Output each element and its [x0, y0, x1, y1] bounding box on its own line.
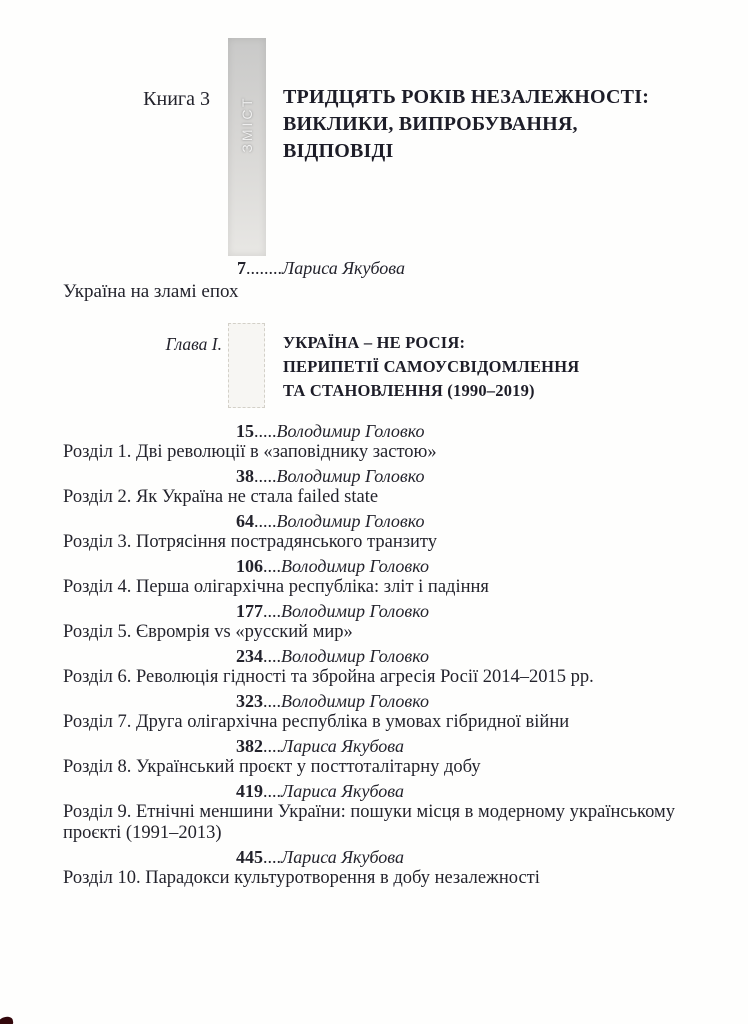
toc-entry: [0, 466, 748, 508]
entry-author: Лариса Якубова: [281, 781, 404, 801]
leader-dots: ....: [263, 736, 281, 756]
entry-page-number: 382: [236, 736, 263, 756]
part-title-line: УКРАЇНА – НЕ РОСІЯ:: [283, 333, 466, 352]
toc-entry: [0, 691, 748, 733]
entry-page-number: 15: [236, 421, 254, 441]
book-label: Книга 3: [143, 88, 210, 110]
leader-dots: .....: [254, 511, 277, 531]
entry-numline: [0, 847, 748, 868]
entry-numline: [0, 691, 748, 712]
entry-title: Розділ 4. Перша олігархічна республіка: зліт і падіння: [63, 577, 489, 597]
toc-entry: [0, 421, 748, 463]
toc-entry: [0, 781, 748, 844]
intro-entry-numline: [237, 258, 405, 279]
part-title-line: ТА СТАНОВЛЕННЯ (1990–2019): [283, 381, 535, 400]
entry-title: Розділ 7. Друга олігархічна республіка в умовах гібридної війни: [63, 712, 570, 732]
entry-numline: [0, 466, 748, 487]
entry-title: Розділ 8. Український проєкт у посттоталітарну добу: [63, 757, 481, 777]
intro-author: Лариса Якубова: [282, 258, 405, 278]
entry-numline: [0, 601, 748, 622]
leader-dots: ....: [263, 781, 281, 801]
leader-dots: ....: [263, 601, 281, 621]
entry-page-number: 445: [236, 847, 263, 867]
entry-author: Володимир Головко: [276, 466, 425, 486]
leader-dots: ........: [246, 258, 282, 278]
part-title-line: ПЕРИПЕТІЇ САМОУСВІДОМЛЕННЯ: [283, 357, 580, 376]
leader-dots: ....: [263, 847, 281, 867]
spine-bar: [228, 38, 266, 256]
entry-title: Розділ 1. Дві революції в «заповіднику застою»: [63, 442, 437, 462]
book-title: [283, 84, 723, 165]
entry-numline: [0, 511, 748, 532]
entry-title: Розділ 5. Євромрія vs «русский мир»: [63, 622, 353, 642]
entry-numline: [0, 646, 748, 667]
leader-dots: ....: [263, 691, 281, 711]
entry-author: Володимир Головко: [281, 646, 429, 666]
entry-numline: [0, 781, 748, 802]
entry-page-number: 419: [236, 781, 263, 801]
book-title-line: ТРИДЦЯТЬ РОКІВ НЕЗАЛЕЖНОСТІ:: [283, 86, 650, 108]
entry-numline: [0, 736, 748, 757]
spine-label: ЗМІСТ: [239, 95, 255, 153]
book-title-line: ВИКЛИКИ, ВИПРОБУВАННЯ,: [283, 113, 578, 135]
toc-entry: [0, 847, 748, 889]
entry-page-number: 38: [236, 466, 254, 486]
toc-entries: [0, 421, 748, 892]
entry-page-number: 234: [236, 646, 263, 666]
leader-dots: ....: [263, 556, 281, 576]
toc-entry: [0, 601, 748, 643]
entry-author: Володимир Головко: [276, 421, 425, 441]
entry-page-number: 106: [236, 556, 263, 576]
book-title-line: ВІДПОВІДІ: [283, 140, 394, 162]
entry-title: Розділ 2. Як Україна не стала failed state: [63, 487, 379, 507]
entry-page-number: 323: [236, 691, 263, 711]
entry-author: Володимир Головко: [281, 556, 429, 576]
part-bar: [228, 323, 265, 408]
entry-title: Розділ 6. Революція гідності та збройна агресія Росії 2014–2015 рр.: [63, 667, 594, 687]
toc-entry: [0, 511, 748, 553]
entry-title: Розділ 10. Парадокси культуротворення в добу незалежності: [63, 868, 540, 888]
entry-title: Розділ 3. Потрясіння пострадянського транзиту: [63, 532, 438, 552]
entry-author: Лариса Якубова: [281, 736, 404, 756]
toc-entry: [0, 646, 748, 688]
entry-page-number: 64: [236, 511, 254, 531]
entry-author: Володимир Головко: [276, 511, 425, 531]
entry-author: Лариса Якубова: [281, 847, 404, 867]
entry-author: Володимир Головко: [281, 601, 429, 621]
entry-author: Володимир Головко: [281, 691, 429, 711]
entry-page-number: 177: [236, 601, 263, 621]
scan-artifact: [0, 1016, 14, 1024]
leader-dots: ....: [263, 646, 281, 666]
intro-entry-title: Україна на зламі епох: [63, 281, 239, 302]
part-label: Глава I.: [165, 334, 222, 354]
toc-entry: [0, 736, 748, 778]
leader-dots: .....: [254, 421, 277, 441]
intro-page-number: 7: [237, 258, 246, 278]
entry-numline: [0, 421, 748, 442]
entry-numline: [0, 556, 748, 577]
leader-dots: .....: [254, 466, 277, 486]
toc-entry: [0, 556, 748, 598]
entry-title: Розділ 9. Етнічні меншини України: пошуки місця в модерному українському проєкті (1991–2013): [63, 802, 675, 843]
part-title: [283, 331, 713, 403]
